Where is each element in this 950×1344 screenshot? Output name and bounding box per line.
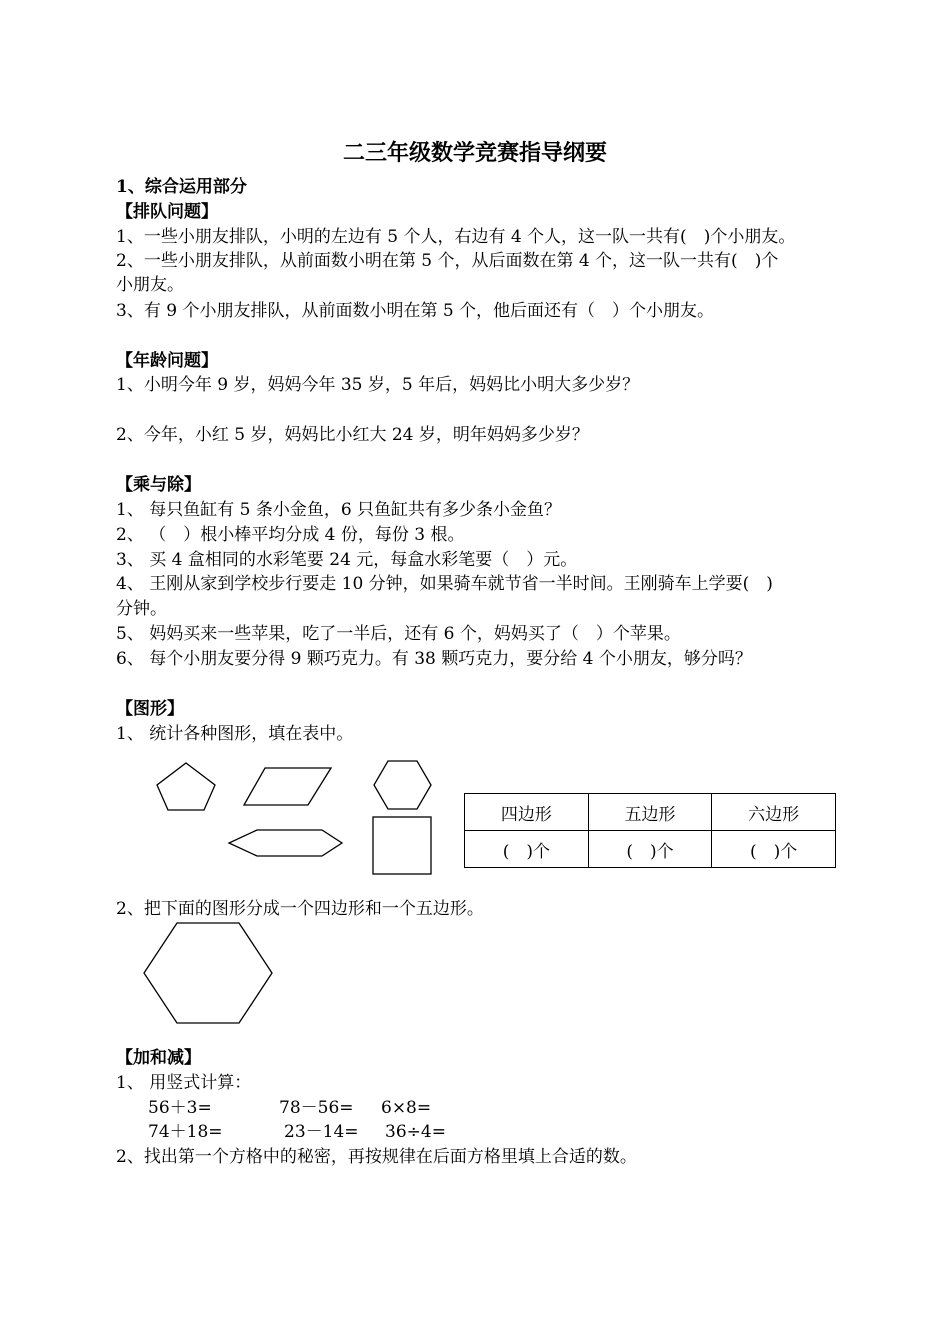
calc-item: 74＋18= (148, 1122, 223, 1142)
queue-question-2: 2、一些小朋友排队，从前面数小明在第 5 个，从后面数在第 4 个，这一队一共有( )个 (116, 251, 779, 271)
calc-item: 78－56= (279, 1098, 354, 1118)
muldiv-question-3: 3、 买 4 盒相同的水彩笔要 24 元，每盒水彩笔要（ ）元。 (116, 550, 578, 570)
muldiv-question-6: 6、 每个小朋友要分得 9 颗巧克力。有 38 颗巧克力，要分给 4 个小朋友，够分吗？ (116, 649, 752, 669)
muldiv-question-1: 1、 每只鱼缸有 5 条小金鱼，6 只鱼缸共有多少条小金鱼？ (116, 500, 562, 520)
queue-heading: 【排队问题】 (116, 202, 218, 222)
muldiv-heading: 【乘与除】 (116, 475, 201, 495)
table-header-quadrilateral: 四边形 (465, 794, 589, 831)
pentagon-shape (157, 763, 215, 810)
shapes-heading: 【图形】 (116, 699, 184, 719)
muldiv-question-4-cont: 分钟。 (116, 599, 167, 619)
queue-question-1: 1、一些小朋友排队，小明的左边有 5 个人，右边有 4 个人，这一队一共有( )个小朋友。 (116, 227, 796, 247)
addsub-question-1: 1、 用竖式计算： (116, 1073, 252, 1093)
addsub-question-2: 2、找出第一个方格中的秘密，再按规律在后面方格里填上合适的数。 (116, 1147, 637, 1167)
table-header-hexagon: 六边形 (712, 794, 836, 831)
calc-item: 23－14= (284, 1122, 359, 1142)
page-title: 二三年级数学竞赛指导纲要 (342, 141, 607, 166)
calc-item: 6×8= (381, 1098, 432, 1118)
calc-item: 36÷4= (385, 1122, 446, 1142)
addsub-heading: 【加和减】 (116, 1048, 201, 1068)
muldiv-question-4: 4、 王刚从家到学校步行要走 10 分钟，如果骑车就节省一半时间。王刚骑车上学要( ) (116, 574, 773, 594)
shapes-question-1: 1、 统计各种图形，填在表中。 (116, 724, 354, 744)
table-cell-hexagon-count: ( )个 (712, 831, 836, 868)
age-question-2: 2、今年，小红 5 岁，妈妈比小红大 24 岁，明年妈妈多少岁？ (116, 425, 589, 445)
shape-count-table (464, 793, 836, 868)
table-header-pentagon: 五边形 (588, 794, 712, 831)
large-hexagon-shape (144, 923, 272, 1023)
square-shape (373, 817, 431, 874)
flat-hexagon-shape (229, 830, 342, 856)
table-cell-pentagon-count: ( )个 (588, 831, 712, 868)
queue-question-3: 3、有 9 个小朋友排队，从前面数小明在第 5 个，他后面还有（ ）个小朋友。 (116, 301, 715, 321)
shapes-question-2: 2、把下面的图形分成一个四边形和一个五边形。 (116, 899, 484, 919)
age-question-1: 1、小明今年 9 岁，妈妈今年 35 岁，5 年后，妈妈比小明大多少岁？ (116, 375, 640, 395)
small-hexagon-shape (374, 761, 431, 809)
calc-item: 56＋3= (148, 1098, 212, 1118)
table-cell-quadrilateral-count: ( )个 (465, 831, 589, 868)
age-heading: 【年龄问题】 (116, 351, 218, 371)
section-heading: 1、综合运用部分 (116, 177, 247, 197)
queue-question-2-cont: 小朋友。 (116, 275, 184, 295)
parallelogram-shape (244, 768, 331, 805)
muldiv-question-2: 2、 （ ）根小棒平均分成 4 份，每份 3 根。 (116, 525, 465, 545)
muldiv-question-5: 5、 妈妈买来一些苹果，吃了一半后，还有 6 个，妈妈买了（ ）个苹果。 (116, 624, 681, 644)
